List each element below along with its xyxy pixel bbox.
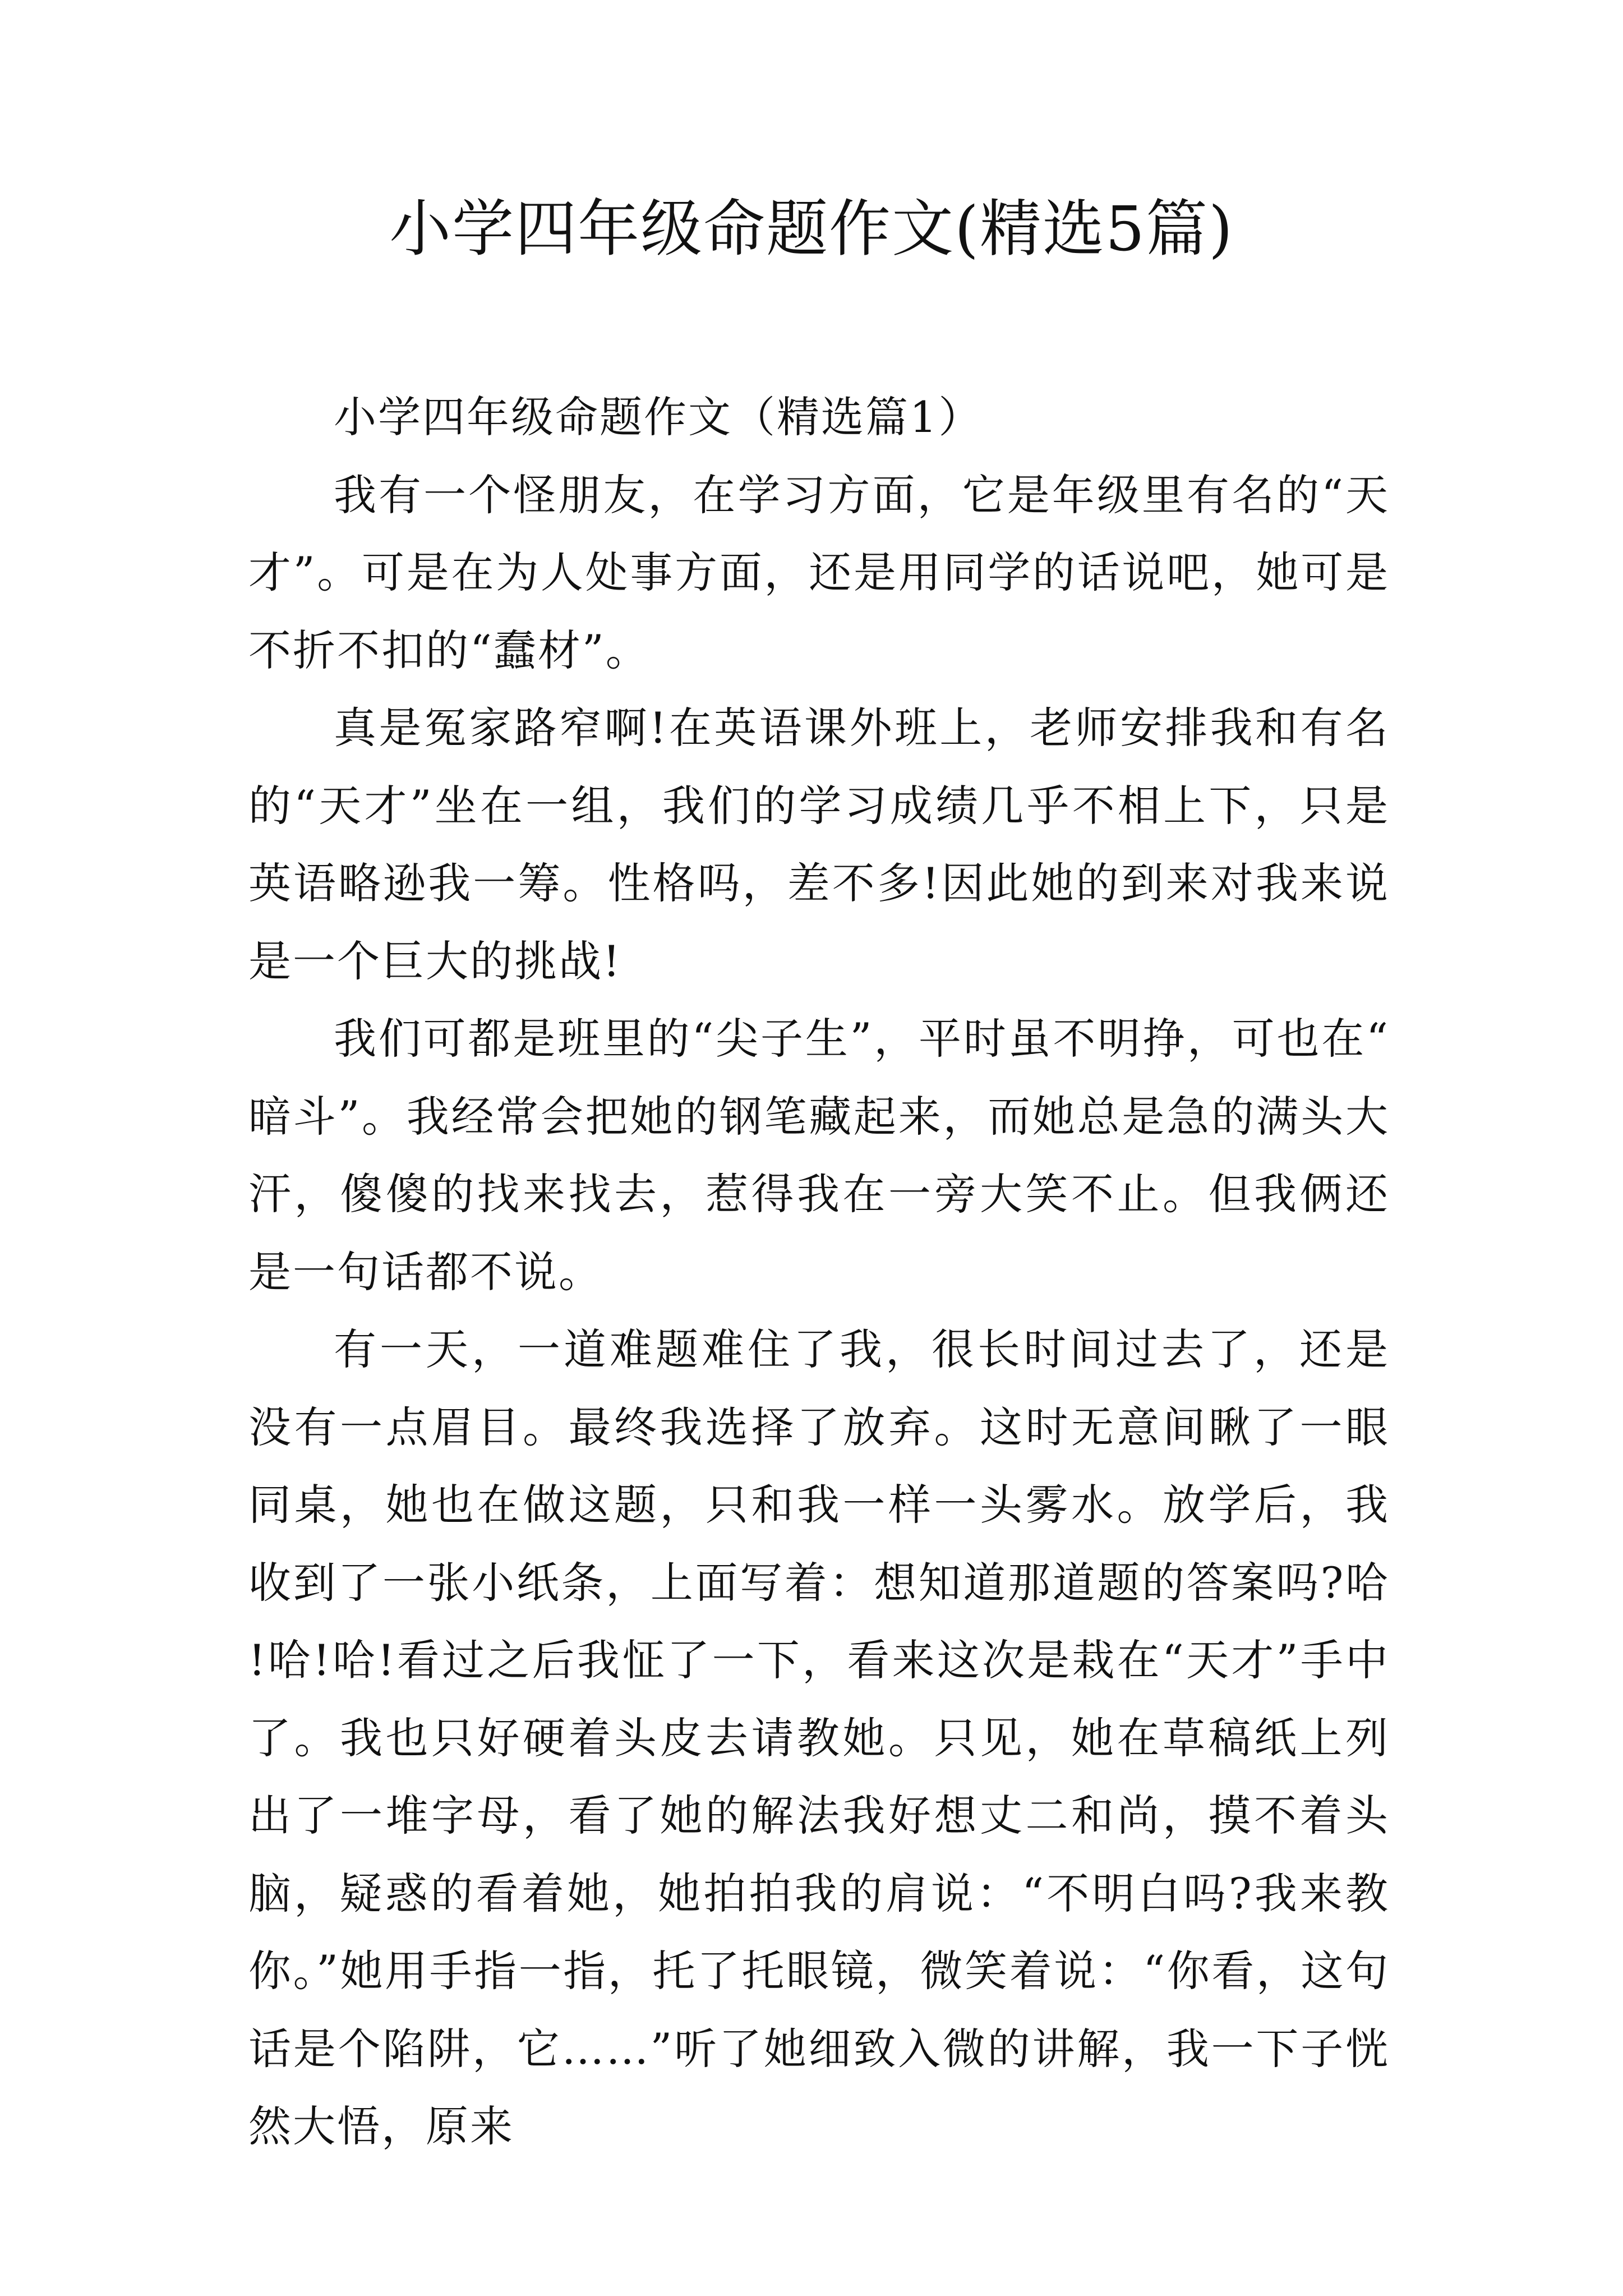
body-paragraph: 真是冤家路窄啊!在英语课外班上，老师安排我和有名的“天才”坐在一组，我们的学习成绩几乎不相上下，只是英语略逊我一筹。性格吗，差不多!因此她的到来对我来说是一个巨大的挑战! <box>248 703 1390 986</box>
body-paragraph: 我们可都是班里的“尖子生”，平时虽不明挣，可也在“暗斗”。我经常会把她的钢笔藏起来，而她总是急的满头大汗，傻傻的找来找去，惹得我在一旁大笑不止。但我俩还是一句话都不说。 <box>248 1014 1390 1297</box>
document-title: 小学四年级命题作文(精选5篇) <box>389 193 1234 265</box>
body-paragraph: 有一天，一道难题难住了我，很长时间过去了，还是没有一点眉目。最终我选择了放弃。这时无意间瞅了一眼同桌，她也在做这题，只和我一样一头雾水。放学后，我收到了一张小纸条，上面写着：想知道那道题的答案吗?哈!哈!哈!看过之后我怔了一下，看来这次是栽在“天才”手中了。我也只好硬着头皮去请教她。只见，她在草稿纸上列出了一堆字母，看了她的解法我好想丈二和尚，摸不着头脑，疑惑的看着她，她拍拍我的肩说：“不明白吗?我来教你。”她用手指一指，托了托眼镜，微笑着说：“你看，这句话是个陷阱，它……”听了她细致入微的讲解，我一下子恍然大悟，原来 <box>248 1324 1390 2151</box>
document-body <box>248 379 1390 2166</box>
section-heading: 小学四年级命题作文（精选篇1） <box>334 392 983 442</box>
body-paragraph: 我有一个怪朋友，在学习方面，它是年级里有名的“天才”。可是在为人处事方面，还是用同学的话说吧，她可是不折不扣的“蠢材”。 <box>248 470 1390 675</box>
